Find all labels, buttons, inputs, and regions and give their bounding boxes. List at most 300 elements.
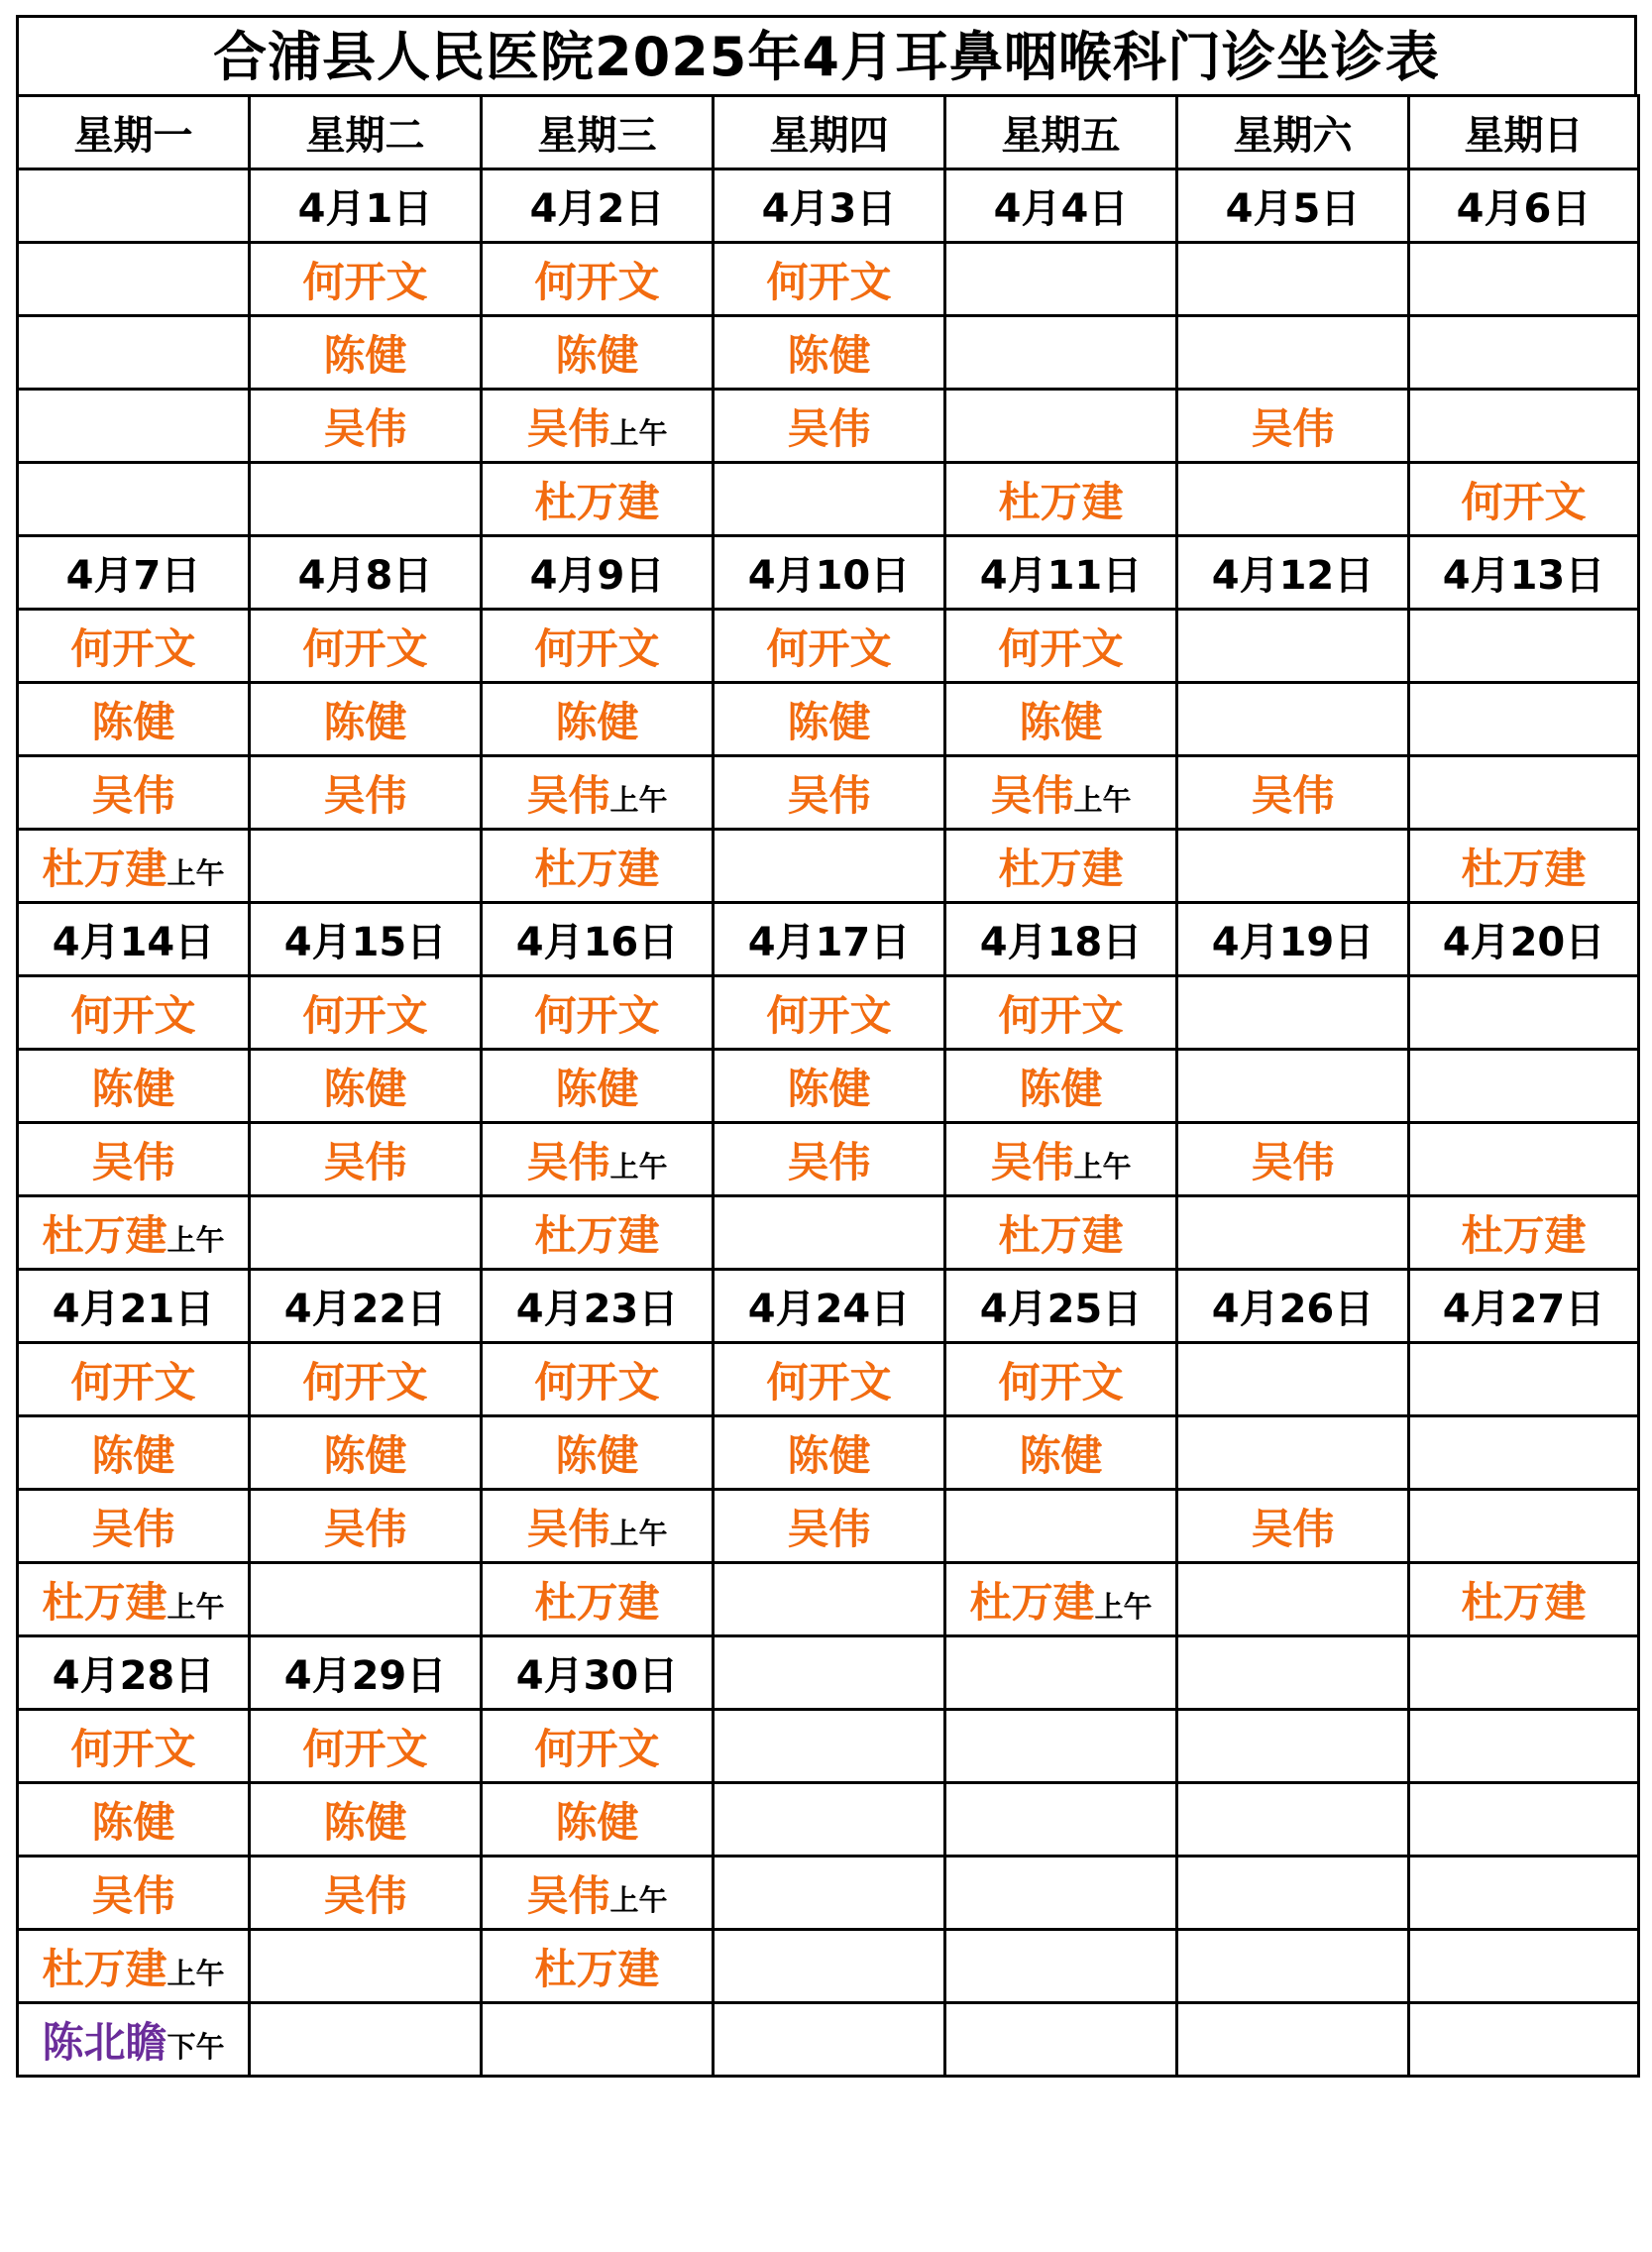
schedule-cell bbox=[482, 683, 714, 756]
doctor-row bbox=[18, 1563, 1639, 1636]
date-cell: 4月18日 bbox=[945, 903, 1177, 976]
schedule-cell bbox=[945, 1783, 1177, 1857]
schedule-cell bbox=[18, 1783, 250, 1857]
shift-note: 上午 bbox=[1073, 782, 1132, 817]
schedule-cell bbox=[18, 316, 250, 390]
schedule-cell bbox=[714, 1710, 945, 1783]
date-cell: 4月10日 bbox=[714, 536, 945, 610]
doctor-row bbox=[18, 976, 1639, 1050]
schedule-cell bbox=[714, 610, 945, 683]
schedule-cell bbox=[1409, 976, 1639, 1050]
schedule-cell bbox=[1409, 1196, 1639, 1270]
doctor-name: 何开文 bbox=[998, 1357, 1124, 1407]
doctor-name: 杜万建 bbox=[42, 1210, 167, 1260]
schedule-cell bbox=[714, 756, 945, 830]
date-cell: 4月15日 bbox=[250, 903, 482, 976]
shift-note: 上午 bbox=[609, 415, 668, 450]
schedule-cell bbox=[1177, 756, 1409, 830]
weekday-header-wed: 星期三 bbox=[482, 96, 714, 169]
schedule-cell bbox=[18, 756, 250, 830]
doctor-row bbox=[18, 1196, 1639, 1270]
schedule-cell bbox=[482, 1857, 714, 1930]
schedule-cell bbox=[714, 1490, 945, 1563]
doctor-name: 何开文 bbox=[70, 1724, 196, 1773]
schedule-cell bbox=[250, 2003, 482, 2077]
schedule-cell bbox=[945, 756, 1177, 830]
schedule-cell bbox=[1177, 683, 1409, 756]
date-cell: 4月16日 bbox=[482, 903, 714, 976]
schedule-cell bbox=[250, 1490, 482, 1563]
shift-note: 上午 bbox=[166, 1589, 225, 1624]
doctor-name: 吴伟 bbox=[526, 403, 610, 453]
doctor-name: 陈健 bbox=[323, 330, 407, 380]
shift-note: 上午 bbox=[1094, 1589, 1153, 1624]
schedule-cell bbox=[1409, 2003, 1639, 2077]
doctor-name: 陈健 bbox=[323, 1064, 407, 1113]
weekday-header-row bbox=[18, 96, 1639, 169]
date-cell: 4月6日 bbox=[1409, 169, 1639, 243]
shift-note: 下午 bbox=[166, 2029, 225, 2064]
schedule-cell bbox=[1409, 1343, 1639, 1416]
schedule-cell bbox=[714, 1783, 945, 1857]
weekday-header-sun: 星期日 bbox=[1409, 96, 1639, 169]
doctor-name: 吴伟 bbox=[787, 770, 871, 820]
schedule-cell bbox=[714, 243, 945, 316]
doctor-name: 陈健 bbox=[555, 330, 639, 380]
doctor-name: 何开文 bbox=[534, 1357, 660, 1407]
schedule-cell bbox=[18, 463, 250, 536]
schedule-cell bbox=[1409, 243, 1639, 316]
doctor-name: 吴伟 bbox=[323, 1137, 407, 1186]
doctor-name: 杜万建 bbox=[969, 1577, 1095, 1627]
schedule-cell bbox=[18, 390, 250, 463]
doctor-row bbox=[18, 316, 1639, 390]
schedule-cell bbox=[945, 1196, 1177, 1270]
schedule-cell bbox=[482, 1490, 714, 1563]
schedule-cell bbox=[18, 1123, 250, 1196]
doctor-name: 何开文 bbox=[534, 990, 660, 1040]
doctor-row bbox=[18, 830, 1639, 903]
weekday-header-mon: 星期一 bbox=[18, 96, 250, 169]
schedule-cell bbox=[482, 463, 714, 536]
doctor-name: 吴伟 bbox=[323, 770, 407, 820]
doctor-row bbox=[18, 756, 1639, 830]
shift-note: 上午 bbox=[1073, 1149, 1132, 1183]
schedule-cell bbox=[1177, 976, 1409, 1050]
schedule-cell bbox=[1409, 756, 1639, 830]
date-row bbox=[18, 903, 1639, 976]
schedule-cell bbox=[18, 1857, 250, 1930]
date-cell: 4月1日 bbox=[250, 169, 482, 243]
schedule-cell bbox=[250, 1196, 482, 1270]
weekday-header-sat: 星期六 bbox=[1177, 96, 1409, 169]
schedule-cell bbox=[482, 243, 714, 316]
doctor-row bbox=[18, 1123, 1639, 1196]
schedule-cell bbox=[945, 1490, 1177, 1563]
doctor-name: 杜万建 bbox=[534, 1210, 660, 1260]
date-cell: 4月8日 bbox=[250, 536, 482, 610]
schedule-cell bbox=[1409, 1416, 1639, 1490]
schedule-cell bbox=[1177, 1416, 1409, 1490]
schedule-cell bbox=[250, 463, 482, 536]
date-cell bbox=[714, 1636, 945, 1710]
doctor-name: 陈健 bbox=[1019, 1064, 1103, 1113]
schedule-cell bbox=[1177, 243, 1409, 316]
doctor-name: 何开文 bbox=[1461, 477, 1587, 526]
schedule-cell bbox=[1409, 463, 1639, 536]
date-cell: 4月19日 bbox=[1177, 903, 1409, 976]
doctor-row bbox=[18, 2003, 1639, 2077]
schedule-cell bbox=[945, 1050, 1177, 1123]
schedule-cell bbox=[18, 243, 250, 316]
doctor-name: 吴伟 bbox=[91, 1504, 175, 1553]
date-cell: 4月21日 bbox=[18, 1270, 250, 1343]
schedule-cell bbox=[945, 1930, 1177, 2003]
doctor-name: 吴伟 bbox=[1251, 1137, 1335, 1186]
doctor-name: 陈健 bbox=[787, 1064, 871, 1113]
schedule-cell bbox=[1177, 1123, 1409, 1196]
schedule-cell bbox=[714, 1196, 945, 1270]
doctor-name: 陈健 bbox=[555, 1797, 639, 1847]
schedule-table bbox=[16, 94, 1640, 2078]
schedule-cell bbox=[482, 1123, 714, 1196]
schedule-cell bbox=[250, 756, 482, 830]
doctor-name: 陈健 bbox=[91, 1064, 175, 1113]
date-cell: 4月9日 bbox=[482, 536, 714, 610]
schedule-cell bbox=[945, 316, 1177, 390]
schedule-cell bbox=[250, 243, 482, 316]
shift-note: 上午 bbox=[166, 855, 225, 890]
doctor-row bbox=[18, 1490, 1639, 1563]
doctor-row bbox=[18, 463, 1639, 536]
doctor-name: 陈健 bbox=[555, 1430, 639, 1480]
schedule-cell bbox=[250, 390, 482, 463]
schedule-cell bbox=[714, 1050, 945, 1123]
doctor-name: 陈健 bbox=[1019, 697, 1103, 746]
schedule-cell bbox=[1409, 390, 1639, 463]
doctor-name: 吴伟 bbox=[323, 403, 407, 453]
date-cell: 4月30日 bbox=[482, 1636, 714, 1710]
doctor-name: 陈健 bbox=[91, 1430, 175, 1480]
schedule-cell bbox=[945, 1857, 1177, 1930]
doctor-name: 何开文 bbox=[302, 990, 428, 1040]
doctor-name: 何开文 bbox=[302, 1724, 428, 1773]
doctor-row bbox=[18, 1857, 1639, 1930]
date-cell: 4月23日 bbox=[482, 1270, 714, 1343]
doctor-name: 吴伟 bbox=[1251, 403, 1335, 453]
doctor-name: 何开文 bbox=[534, 1724, 660, 1773]
doctor-name: 吴伟 bbox=[91, 1137, 175, 1186]
doctor-row bbox=[18, 610, 1639, 683]
doctor-name: 吴伟 bbox=[990, 1137, 1074, 1186]
weekday-header-thu: 星期四 bbox=[714, 96, 945, 169]
weekday-header-fri: 星期五 bbox=[945, 96, 1177, 169]
doctor-name: 何开文 bbox=[302, 1357, 428, 1407]
doctor-name: 陈健 bbox=[1019, 1430, 1103, 1480]
shift-note: 上午 bbox=[609, 1516, 668, 1550]
doctor-name: 何开文 bbox=[766, 623, 892, 673]
shift-note: 上午 bbox=[166, 1956, 225, 1990]
schedule-cell bbox=[1177, 1563, 1409, 1636]
shift-note: 上午 bbox=[609, 782, 668, 817]
schedule-cell bbox=[18, 610, 250, 683]
doctor-name: 陈健 bbox=[787, 1430, 871, 1480]
schedule-cell bbox=[714, 390, 945, 463]
schedule-cell bbox=[18, 1930, 250, 2003]
schedule-cell bbox=[1409, 316, 1639, 390]
schedule-cell bbox=[18, 683, 250, 756]
doctor-row bbox=[18, 390, 1639, 463]
doctor-name: 杜万建 bbox=[998, 477, 1124, 526]
schedule-cell bbox=[250, 316, 482, 390]
weekday-header-tue: 星期二 bbox=[250, 96, 482, 169]
doctor-name: 何开文 bbox=[70, 1357, 196, 1407]
date-cell: 4月7日 bbox=[18, 536, 250, 610]
schedule-cell bbox=[18, 976, 250, 1050]
doctor-name: 杜万建 bbox=[42, 1944, 167, 1993]
schedule-cell bbox=[945, 976, 1177, 1050]
schedule-cell bbox=[482, 830, 714, 903]
date-cell: 4月4日 bbox=[945, 169, 1177, 243]
schedule-cell bbox=[945, 1563, 1177, 1636]
doctor-name: 何开文 bbox=[766, 257, 892, 306]
date-cell: 4月20日 bbox=[1409, 903, 1639, 976]
schedule-cell bbox=[1177, 1783, 1409, 1857]
schedule-cell bbox=[945, 1123, 1177, 1196]
date-cell: 4月17日 bbox=[714, 903, 945, 976]
schedule-cell bbox=[482, 1050, 714, 1123]
schedule-cell bbox=[250, 1710, 482, 1783]
schedule-cell bbox=[250, 1783, 482, 1857]
schedule-cell bbox=[482, 610, 714, 683]
doctor-name: 吴伟 bbox=[787, 403, 871, 453]
schedule-cell bbox=[250, 683, 482, 756]
doctor-name: 吴伟 bbox=[990, 770, 1074, 820]
schedule-cell bbox=[714, 1416, 945, 1490]
date-cell: 4月12日 bbox=[1177, 536, 1409, 610]
doctor-name: 杜万建 bbox=[534, 1944, 660, 1993]
schedule-cell bbox=[1177, 2003, 1409, 2077]
schedule-cell bbox=[482, 1416, 714, 1490]
schedule-cell bbox=[1177, 1930, 1409, 2003]
schedule-cell bbox=[250, 976, 482, 1050]
schedule-cell bbox=[945, 463, 1177, 536]
date-cell: 4月13日 bbox=[1409, 536, 1639, 610]
date-row bbox=[18, 169, 1639, 243]
schedule-cell bbox=[945, 1343, 1177, 1416]
schedule-cell bbox=[482, 2003, 714, 2077]
schedule-cell bbox=[482, 756, 714, 830]
schedule-cell bbox=[945, 830, 1177, 903]
doctor-name: 陈健 bbox=[323, 1430, 407, 1480]
doctor-name: 陈健 bbox=[91, 697, 175, 746]
date-cell: 4月22日 bbox=[250, 1270, 482, 1343]
doctor-name: 吴伟 bbox=[323, 1870, 407, 1920]
doctor-name: 杜万建 bbox=[534, 844, 660, 893]
doctor-name: 何开文 bbox=[998, 623, 1124, 673]
schedule-cell bbox=[18, 1490, 250, 1563]
doctor-name: 吴伟 bbox=[526, 1504, 610, 1553]
doctor-name: 吴伟 bbox=[526, 1870, 610, 1920]
schedule-cell bbox=[18, 1343, 250, 1416]
shift-note: 上午 bbox=[609, 1882, 668, 1917]
schedule-cell bbox=[1177, 463, 1409, 536]
date-cell: 4月28日 bbox=[18, 1636, 250, 1710]
date-cell: 4月14日 bbox=[18, 903, 250, 976]
doctor-name: 杜万建 bbox=[998, 844, 1124, 893]
schedule-cell bbox=[714, 1857, 945, 1930]
schedule-cell bbox=[1177, 610, 1409, 683]
shift-note: 上午 bbox=[166, 1222, 225, 1257]
doctor-name: 何开文 bbox=[766, 990, 892, 1040]
doctor-name: 何开文 bbox=[534, 623, 660, 673]
schedule-cell bbox=[1409, 1857, 1639, 1930]
schedule-cell bbox=[482, 1783, 714, 1857]
doctor-name: 何开文 bbox=[302, 257, 428, 306]
doctor-name: 吴伟 bbox=[1251, 770, 1335, 820]
doctor-row bbox=[18, 1783, 1639, 1857]
schedule-cell bbox=[482, 390, 714, 463]
schedule-cell bbox=[18, 1416, 250, 1490]
doctor-name: 陈健 bbox=[91, 1797, 175, 1847]
doctor-name: 杜万建 bbox=[1461, 1577, 1587, 1627]
schedule-cell bbox=[18, 1563, 250, 1636]
schedule-cell bbox=[1177, 1050, 1409, 1123]
schedule-cell bbox=[1177, 316, 1409, 390]
date-cell bbox=[18, 169, 250, 243]
doctor-name: 杜万建 bbox=[998, 1210, 1124, 1260]
doctor-row bbox=[18, 243, 1639, 316]
schedule-cell bbox=[482, 1930, 714, 2003]
schedule-cell bbox=[1409, 1050, 1639, 1123]
doctor-name: 杜万建 bbox=[1461, 844, 1587, 893]
schedule-cell bbox=[250, 1416, 482, 1490]
schedule-cell bbox=[714, 1123, 945, 1196]
schedule-cell bbox=[18, 2003, 250, 2077]
schedule-cell bbox=[250, 1563, 482, 1636]
doctor-name: 陈健 bbox=[555, 1064, 639, 1113]
doctor-name: 杜万建 bbox=[1461, 1210, 1587, 1260]
schedule-cell bbox=[18, 1710, 250, 1783]
schedule-cell bbox=[1177, 1490, 1409, 1563]
schedule-cell bbox=[482, 1563, 714, 1636]
schedule-cell bbox=[1409, 830, 1639, 903]
doctor-name: 何开文 bbox=[998, 990, 1124, 1040]
date-cell: 4月3日 bbox=[714, 169, 945, 243]
doctor-name: 陈健 bbox=[787, 697, 871, 746]
schedule-cell bbox=[250, 1930, 482, 2003]
schedule-cell bbox=[18, 830, 250, 903]
schedule-cell bbox=[1409, 1930, 1639, 2003]
schedule-cell bbox=[945, 243, 1177, 316]
schedule-cell bbox=[714, 830, 945, 903]
schedule-cell bbox=[250, 1050, 482, 1123]
doctor-name: 吴伟 bbox=[91, 770, 175, 820]
date-row bbox=[18, 536, 1639, 610]
schedule-cell bbox=[1409, 1490, 1639, 1563]
schedule-cell bbox=[1409, 1710, 1639, 1783]
schedule-cell bbox=[1409, 1563, 1639, 1636]
doctor-name: 陈健 bbox=[323, 697, 407, 746]
schedule-cell bbox=[482, 316, 714, 390]
schedule-cell bbox=[1409, 1783, 1639, 1857]
doctor-row bbox=[18, 1416, 1639, 1490]
doctor-name: 杜万建 bbox=[42, 844, 167, 893]
schedule-cell bbox=[714, 316, 945, 390]
schedule-cell bbox=[945, 683, 1177, 756]
schedule-cell bbox=[18, 1196, 250, 1270]
schedule-cell bbox=[1177, 1343, 1409, 1416]
doctor-name: 何开文 bbox=[70, 623, 196, 673]
schedule-cell bbox=[250, 1857, 482, 1930]
doctor-name: 何开文 bbox=[766, 1357, 892, 1407]
doctor-row bbox=[18, 1343, 1639, 1416]
doctor-row bbox=[18, 683, 1639, 756]
doctor-row bbox=[18, 1050, 1639, 1123]
doctor-name: 陈健 bbox=[323, 1797, 407, 1847]
date-cell bbox=[945, 1636, 1177, 1710]
doctor-name: 吴伟 bbox=[526, 770, 610, 820]
date-cell: 4月26日 bbox=[1177, 1270, 1409, 1343]
date-cell: 4月24日 bbox=[714, 1270, 945, 1343]
schedule-cell bbox=[1177, 1857, 1409, 1930]
schedule-cell bbox=[714, 463, 945, 536]
date-cell: 4月29日 bbox=[250, 1636, 482, 1710]
schedule-cell bbox=[714, 1563, 945, 1636]
date-row bbox=[18, 1270, 1639, 1343]
doctor-name: 吴伟 bbox=[787, 1137, 871, 1186]
schedule-cell bbox=[714, 1930, 945, 2003]
doctor-name: 陈健 bbox=[555, 697, 639, 746]
date-cell: 4月11日 bbox=[945, 536, 1177, 610]
schedule-body bbox=[18, 96, 1639, 2077]
doctor-row bbox=[18, 1930, 1639, 2003]
schedule-cell bbox=[714, 1343, 945, 1416]
schedule-cell bbox=[714, 976, 945, 1050]
schedule-cell bbox=[1409, 1123, 1639, 1196]
schedule-cell bbox=[18, 1050, 250, 1123]
schedule-cell bbox=[482, 976, 714, 1050]
schedule-cell bbox=[482, 1710, 714, 1783]
schedule-cell bbox=[1177, 1196, 1409, 1270]
date-cell bbox=[1177, 1636, 1409, 1710]
schedule-sheet bbox=[16, 15, 1637, 2239]
doctor-name: 杜万建 bbox=[534, 1577, 660, 1627]
schedule-cell bbox=[945, 2003, 1177, 2077]
schedule-cell bbox=[250, 610, 482, 683]
date-row bbox=[18, 1636, 1639, 1710]
schedule-cell bbox=[945, 1710, 1177, 1783]
schedule-cell bbox=[945, 610, 1177, 683]
date-cell: 4月2日 bbox=[482, 169, 714, 243]
page-title: 合浦县人民医院2025年4月耳鼻咽喉科门诊坐诊表 bbox=[16, 15, 1637, 94]
doctor-name: 吴伟 bbox=[1251, 1504, 1335, 1553]
date-cell: 4月25日 bbox=[945, 1270, 1177, 1343]
schedule-cell bbox=[945, 1416, 1177, 1490]
doctor-row bbox=[18, 1710, 1639, 1783]
doctor-name: 陈北瞻 bbox=[42, 2017, 167, 2067]
doctor-name: 吴伟 bbox=[91, 1870, 175, 1920]
schedule-cell bbox=[1177, 1710, 1409, 1783]
doctor-name: 何开文 bbox=[534, 257, 660, 306]
schedule-cell bbox=[482, 1343, 714, 1416]
doctor-name: 吴伟 bbox=[787, 1504, 871, 1553]
date-cell: 4月5日 bbox=[1177, 169, 1409, 243]
schedule-cell bbox=[250, 1123, 482, 1196]
doctor-name: 吴伟 bbox=[323, 1504, 407, 1553]
schedule-cell bbox=[945, 390, 1177, 463]
doctor-name: 何开文 bbox=[302, 623, 428, 673]
